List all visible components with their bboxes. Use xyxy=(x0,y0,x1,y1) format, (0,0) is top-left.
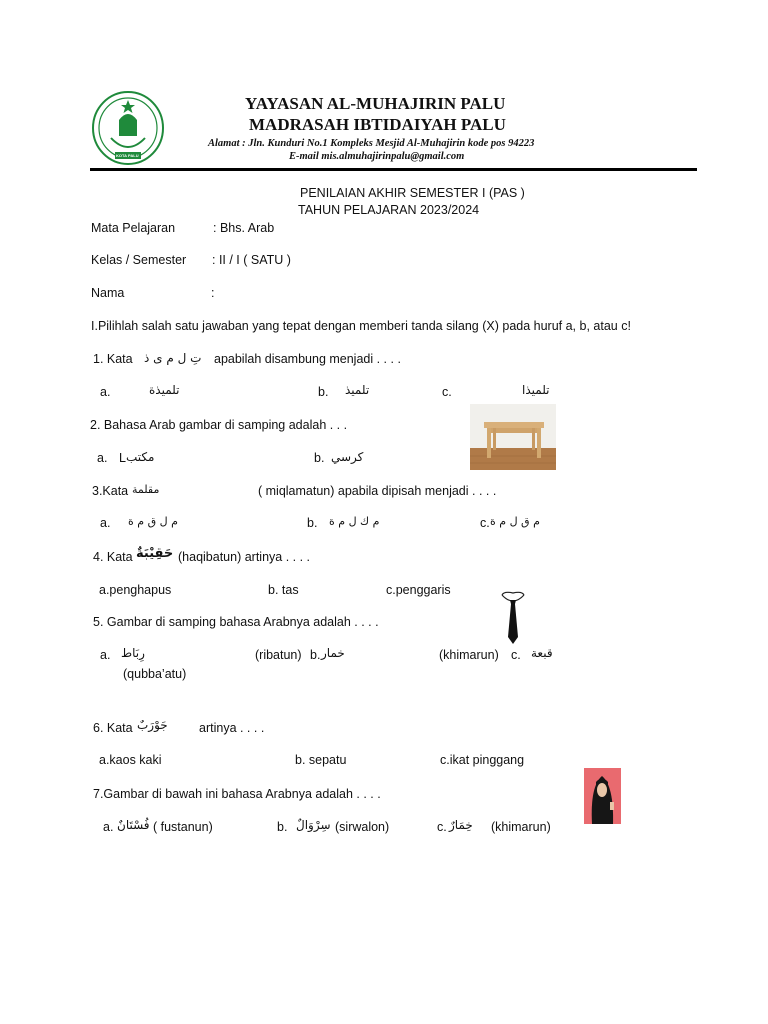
q6-suffix: artinya . . . . xyxy=(199,721,265,735)
q3-option-c-arabic: م ق ل م ة xyxy=(490,515,540,528)
class-label: Kelas / Semester xyxy=(91,253,187,267)
q7-option-a-latin: ( fustanun) xyxy=(153,820,213,834)
q1-suffix: apabilah disambung menjadi . . . . xyxy=(214,352,401,366)
q5-option-b-arabic: خمار xyxy=(321,646,345,660)
header-divider xyxy=(90,168,697,171)
q5-option-b-latin: (khimarun) xyxy=(439,648,499,662)
q6-option-a[interactable]: a.kaos kaki xyxy=(99,753,162,767)
q5-option-a[interactable]: a. xyxy=(100,648,111,662)
q3-option-a-arabic: م ل ق م ة xyxy=(128,515,178,528)
q3-suffix: ( miqlamatun) apabila dipisah menjadi . . . . xyxy=(258,484,497,498)
q3-option-b-arabic: م ك ل م ة xyxy=(329,515,380,528)
q4-option-c[interactable]: c.penggaris xyxy=(386,583,451,597)
q5-option-c-arabic: قبعة xyxy=(531,646,553,660)
name-label: Nama xyxy=(91,286,125,300)
q5-option-a-latin: (ribatun) xyxy=(255,648,302,662)
q2-option-a[interactable]: a. xyxy=(97,451,108,465)
q1-option-b[interactable]: b. xyxy=(318,385,329,399)
q3-prefix: 3.Kata xyxy=(92,484,129,498)
q1-option-a[interactable]: a. xyxy=(100,385,111,399)
instruction: I.Pilihlah salah satu jawaban yang tepat dengan memberi tanda silang (X) pada huruf a, b, atau c! xyxy=(91,319,631,333)
hijab-image xyxy=(584,768,621,824)
q4-arabic: حَقِيْبَةٌ xyxy=(136,546,174,561)
q1-option-c-arabic: تلميذا xyxy=(522,383,550,397)
school-logo xyxy=(91,90,165,166)
table-image xyxy=(470,404,556,470)
q4-option-b[interactable]: b. tas xyxy=(268,583,299,597)
q4-option-a[interactable]: a.penghapus xyxy=(99,583,172,597)
q7-option-b-arabic: سِرْوَالٌ xyxy=(296,818,331,832)
school-email: E-mail mis.almuhajirinpalu@gmail.com xyxy=(289,151,465,162)
q5-option-c[interactable]: c. xyxy=(511,648,521,662)
q7-option-a-arabic: فُسْتَانٌ xyxy=(117,818,150,832)
q2-option-b[interactable]: b. xyxy=(314,451,325,465)
school-address: Alamat : Jln. Kunduri No.1 Kompleks Mesjid Al-Muhajirin kode pos 94223 xyxy=(208,138,535,149)
q6-prefix: 6. Kata xyxy=(93,721,133,735)
q1-option-a-arabic: تلميذة xyxy=(149,383,180,397)
q2-text: 2. Bahasa Arab gambar di samping adalah . . . xyxy=(90,418,348,432)
q4-prefix: 4. Kata xyxy=(93,550,133,564)
q7-option-b-latin: (sirwalon) xyxy=(335,820,390,834)
q3-option-a[interactable]: a. xyxy=(100,516,111,530)
q6-arabic: جَوْرَبٌ xyxy=(137,718,168,732)
logo-caption: KOTA PALU xyxy=(116,153,139,158)
name-value: : xyxy=(211,286,215,300)
q5-option-a-arabic: رِبَاط xyxy=(121,646,145,660)
q2-option-b-arabic: كرسي xyxy=(331,450,364,464)
exam-year: TAHUN PELAJARAN 2023/2024 xyxy=(298,203,480,217)
class-value: : II / I ( SATU ) xyxy=(212,253,291,267)
foundation-name: YAYASAN AL-MUHAJIRIN PALU xyxy=(245,94,506,113)
exam-title: PENILAIAN AKHIR SEMESTER I (PAS ) xyxy=(300,186,525,200)
q4-suffix: (haqibatun) artinya . . . . xyxy=(178,550,311,564)
q7-option-c-arabic: خِمَارٌ xyxy=(449,818,473,832)
necktie-image xyxy=(499,591,527,645)
q1-option-b-arabic: تلميذ xyxy=(345,383,370,397)
subject-label: Mata Pelajaran xyxy=(91,221,176,235)
subject-value: : Bhs. Arab xyxy=(213,221,275,235)
q6-option-c[interactable]: c.ikat pinggang xyxy=(440,753,525,767)
q5-option-c-latin: (qubba’atu) xyxy=(123,667,187,681)
q7-option-a[interactable]: a. xyxy=(103,820,114,834)
q3-option-c[interactable]: c. xyxy=(480,516,490,530)
q7-option-c[interactable]: c. xyxy=(437,820,447,834)
q1-option-c[interactable]: c. xyxy=(442,385,452,399)
q6-option-b[interactable]: b. sepatu xyxy=(295,753,347,767)
q1-prefix: 1. Kata xyxy=(93,352,133,366)
q2-option-a-value: L xyxy=(119,451,126,465)
q3-arabic: مقلمة xyxy=(132,483,160,496)
q7-text: 7.Gambar di bawah ini bahasa Arabnya adalah . . . . xyxy=(93,787,381,801)
q5-option-b[interactable]: b. xyxy=(310,648,321,662)
school-name: MADRASAH IBTIDAIYAH PALU xyxy=(249,115,506,134)
q7-option-b[interactable]: b. xyxy=(277,820,288,834)
q2-option-a-arabic: مكتب xyxy=(126,450,155,464)
q5-text: 5. Gambar di samping bahasa Arabnya adalah . . . . xyxy=(93,615,379,629)
q1-arabic: تِ ل م ى ذ xyxy=(144,351,202,365)
q7-option-c-latin: (khimarun) xyxy=(491,820,551,834)
q3-option-b[interactable]: b. xyxy=(307,516,318,530)
